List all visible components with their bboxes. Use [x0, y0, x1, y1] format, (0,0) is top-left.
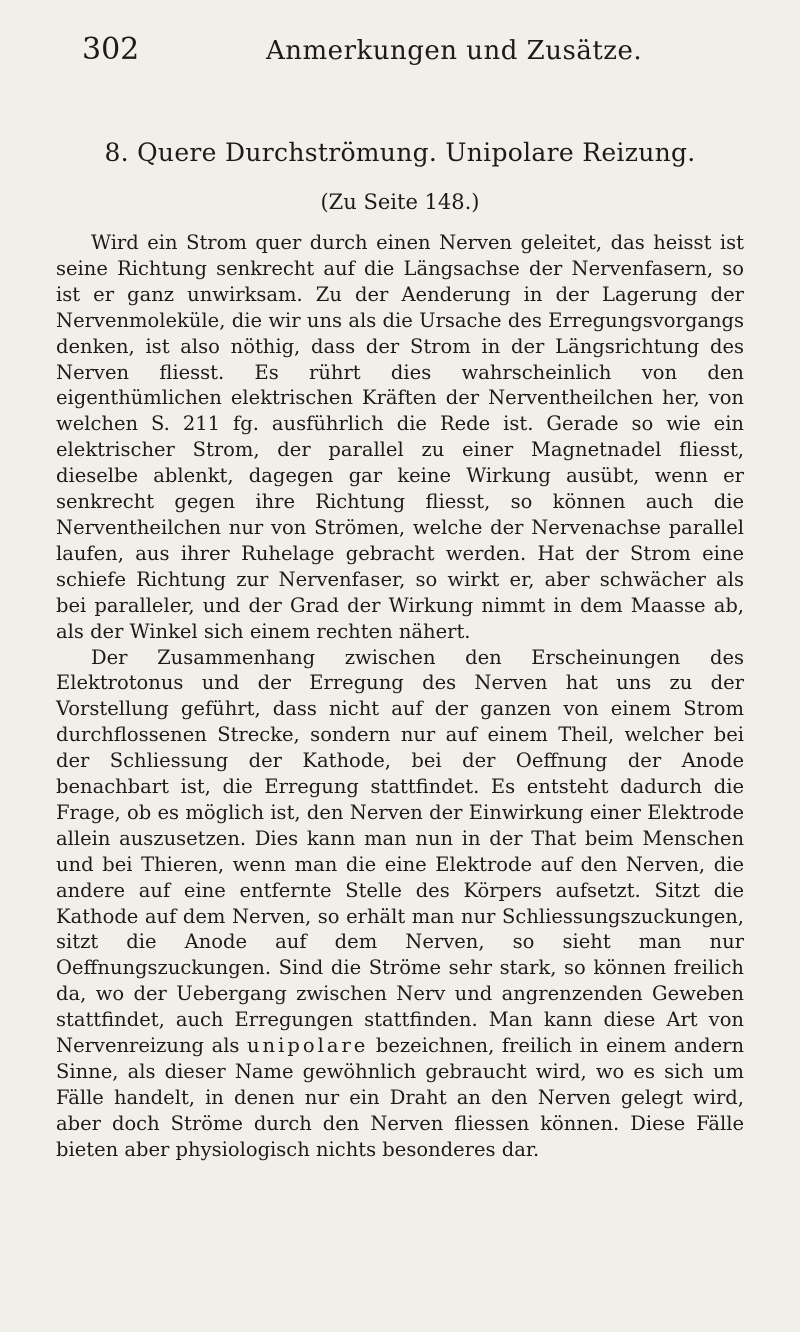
page-number: 302 — [82, 32, 140, 67]
paragraph-transverse-current: Wird ein Strom quer durch einen Nerven geleitet, das heisst ist seine Richtung senkrecht auf die Längsachse der Nervenfasern, so ist er ganz unwirksam. Zu der Aenderung in der Lagerung der Nervenmoleküle, die wir uns als die Ursache des Erregungsvorgangs denken, ist also nöthig, dass der Strom in der Längsrichtung des Nerven fliesst. Es rührt dies wahrscheinlich von den eigenthümlichen elektrischen Kräften der Nerventheilchen her, von welchen S. 211 fg. ausführlich die Rede ist. Gerade so wie ein elektrischer Strom, der parallel zu einer Magnetnadel fliesst, dieselbe ablenkt, dagegen gar keine Wirkung ausübt, wenn er senkrecht gegen ihre Richtung fliesst, so können auch die Nerventheilchen nur von Strömen, welche der Nervenachse parallel laufen, aus ihrer Ruhelage gebracht werden. Hat der Strom eine schiefe Richtung zur Nervenfaser, so wirkt er, aber schwächer als bei paralleler, und der Grad der Wirkung nimmt in dem Maasse ab, als der Winkel sich einem rechten nähert. — [56, 231, 744, 643]
running-title: Anmerkungen und Zusätze. — [266, 36, 643, 66]
body-text — [56, 230, 744, 1163]
section-heading: 8. Quere Durchströmung. Unipolare Reizung. — [104, 138, 696, 167]
emphasized-term: unipolare — [247, 1034, 369, 1058]
paragraph-unipolar-stimulation — [56, 645, 744, 1163]
section-page-reference: (Zu Seite 148.) — [320, 190, 480, 214]
paragraph-text-after: bezeichnen, freilich in einem andern Sinne, als dieser Name gewöhnlich gebraucht wird, wo es sich um Fälle handelt, in denen nur ein Draht an den Nerven gelegt wird, aber doch Ströme durch den Nerven fliessen können. Diese Fälle bieten aber physiologisch nichts besonderes dar. — [56, 1034, 745, 1161]
running-head — [56, 30, 744, 70]
paragraph-text-before: Der Zusammenhang zwischen den Erscheinungen des Elektrotonus und der Erregung des Nerven hat uns zu der Vorstellung geführt, dass nicht auf der ganzen von einem Strom durchflossenen Strecke, sondern nur auf einem Theil, welcher bei der Schliessung der Kathode, bei der Oeffnung der Anode benachbart ist, die Erregung stattfindet. Es entsteht dadurch die Frage, ob es möglich ist, den Nerven der Einwirkung einer Elektrode allein auszusetzen. Dies kann man nun in der That beim Menschen und bei Thieren, wenn man die eine Elektrode auf den Nerven, die andere auf eine entfernte Stelle des Körpers aufsetzt. Sitzt die Kathode auf dem Nerven, so erhält man nur Schliessungszuckungen, sitzt die Anode auf dem Nerven, so sieht man nur Oeffnungszuckungen. Sind die Ströme sehr stark, so können freilich da, wo der Uebergang zwischen Nerv und angrenzenden Geweben stattfindet, auch Erregungen stattfinden. Man kann diese Art von Nervenreizung als — [56, 645, 744, 1058]
